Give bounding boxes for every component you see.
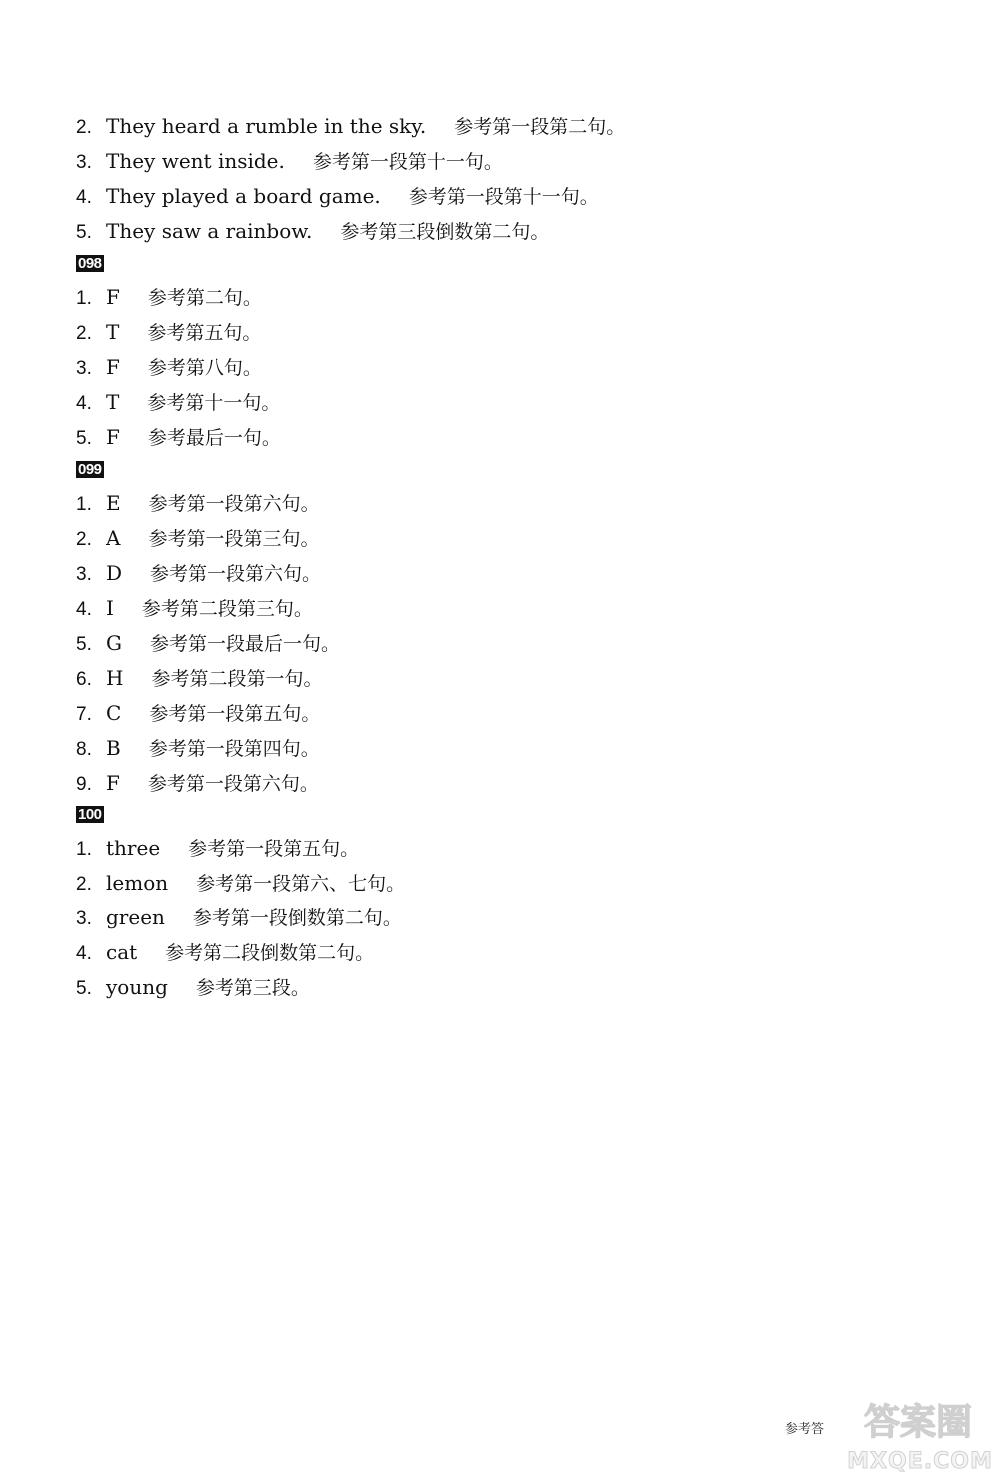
page-footer: 参考答 bbox=[785, 1422, 825, 1437]
item-reference: 参考第三段倒数第二句。 bbox=[340, 221, 550, 243]
item-reference: 参考第八句。 bbox=[147, 357, 262, 379]
section-tag: 098 bbox=[78, 255, 102, 272]
answer-line bbox=[76, 317, 261, 347]
answer-line bbox=[76, 352, 262, 382]
item-number: 2. bbox=[76, 874, 92, 895]
item-answer: G bbox=[106, 631, 122, 655]
watermark-text: MXQE.COM bbox=[847, 1449, 993, 1472]
item-answer: T bbox=[106, 320, 120, 344]
item-reference: 参考第一段第五句。 bbox=[188, 838, 360, 860]
item-answer: green bbox=[106, 905, 165, 929]
item-reference: 参考第一段第六句。 bbox=[147, 773, 319, 795]
item-number: 3. bbox=[76, 152, 92, 173]
item-reference: 参考第二段第三句。 bbox=[141, 598, 313, 620]
answer-line bbox=[76, 833, 359, 863]
answer-line bbox=[76, 628, 340, 658]
item-answer: I bbox=[106, 596, 114, 620]
answer-line bbox=[76, 558, 321, 588]
item-number: 9. bbox=[76, 774, 92, 795]
item-answer: They heard a rumble in the sky. bbox=[106, 114, 427, 138]
item-answer: three bbox=[106, 836, 161, 860]
item-reference: 参考第三段。 bbox=[195, 977, 310, 999]
item-answer: T bbox=[106, 390, 120, 414]
answer-line bbox=[76, 937, 374, 967]
item-answer: B bbox=[106, 736, 121, 760]
item-number: 2. bbox=[76, 323, 92, 344]
item-number: 5. bbox=[76, 222, 92, 243]
answer-line bbox=[76, 523, 319, 553]
watermark-logo bbox=[838, 1392, 998, 1472]
item-reference: 参考第一段第二句。 bbox=[454, 116, 626, 138]
item-number: 1. bbox=[76, 494, 92, 515]
item-reference: 参考第二段倒数第二句。 bbox=[165, 942, 375, 964]
item-reference: 参考第二段第一句。 bbox=[151, 668, 323, 690]
item-number: 3. bbox=[76, 908, 92, 929]
item-answer: lemon bbox=[106, 871, 169, 895]
item-number: 5. bbox=[76, 634, 92, 655]
answer-line bbox=[76, 733, 320, 763]
item-reference: 参考第一段倒数第二句。 bbox=[192, 907, 402, 929]
answer-line bbox=[76, 146, 503, 176]
item-answer: cat bbox=[106, 940, 138, 964]
item-number: 1. bbox=[76, 288, 92, 309]
item-reference: 参考第一段第五句。 bbox=[149, 703, 321, 725]
answer-line bbox=[76, 181, 599, 211]
item-reference: 参考最后一句。 bbox=[147, 427, 281, 449]
item-number: 7. bbox=[76, 704, 92, 725]
answer-line bbox=[76, 488, 320, 518]
answer-line bbox=[76, 868, 405, 898]
item-answer: They saw a rainbow. bbox=[106, 219, 313, 243]
item-number: 2. bbox=[76, 117, 92, 138]
item-reference: 参考第一段第十一句。 bbox=[312, 151, 503, 173]
item-answer: They played a board game. bbox=[106, 184, 381, 208]
item-answer: F bbox=[106, 771, 120, 795]
answer-line bbox=[76, 111, 625, 141]
item-reference: 参考第五句。 bbox=[147, 322, 262, 344]
answer-line bbox=[76, 216, 549, 246]
item-answer: F bbox=[106, 425, 120, 449]
item-answer: F bbox=[106, 285, 120, 309]
item-number: 1. bbox=[76, 839, 92, 860]
item-reference: 参考第一段第六句。 bbox=[148, 493, 320, 515]
answer-line bbox=[76, 663, 322, 693]
section-tag: 099 bbox=[78, 461, 102, 478]
item-answer: young bbox=[106, 975, 168, 999]
item-answer: F bbox=[106, 355, 120, 379]
item-answer: D bbox=[106, 561, 123, 585]
answer-line bbox=[76, 698, 320, 728]
item-number: 6. bbox=[76, 669, 92, 690]
item-number: 8. bbox=[76, 739, 92, 760]
item-reference: 参考第一段第三句。 bbox=[148, 528, 320, 550]
item-answer: C bbox=[106, 701, 122, 725]
item-answer: A bbox=[106, 526, 121, 550]
answer-line bbox=[76, 972, 310, 1002]
item-number: 5. bbox=[76, 428, 92, 449]
item-number: 4. bbox=[76, 943, 92, 964]
item-reference: 参考第一段第四句。 bbox=[148, 738, 320, 760]
answer-line bbox=[76, 422, 281, 452]
item-reference: 参考第一段第十一句。 bbox=[408, 186, 599, 208]
item-answer: They went inside. bbox=[106, 149, 285, 173]
item-reference: 参考第一段最后一句。 bbox=[149, 633, 340, 655]
watermark-glyphs: 答案圈 bbox=[863, 1402, 973, 1443]
item-answer: H bbox=[106, 666, 124, 690]
item-number: 2. bbox=[76, 529, 92, 550]
item-reference: 参考第十一句。 bbox=[147, 392, 281, 414]
item-reference: 参考第一段第六句。 bbox=[150, 563, 322, 585]
answer-line bbox=[76, 387, 280, 417]
item-number: 5. bbox=[76, 978, 92, 999]
item-number: 4. bbox=[76, 393, 92, 414]
item-number: 4. bbox=[76, 599, 92, 620]
answer-line bbox=[76, 593, 313, 623]
answer-line bbox=[76, 768, 319, 798]
answer-line bbox=[76, 282, 262, 312]
item-answer: E bbox=[106, 491, 121, 515]
answer-line bbox=[76, 902, 402, 932]
item-reference: 参考第一段第六、七句。 bbox=[196, 873, 406, 895]
item-reference: 参考第二句。 bbox=[147, 287, 262, 309]
item-number: 4. bbox=[76, 187, 92, 208]
item-number: 3. bbox=[76, 358, 92, 379]
item-number: 3. bbox=[76, 564, 92, 585]
section-tag: 100 bbox=[78, 806, 102, 823]
